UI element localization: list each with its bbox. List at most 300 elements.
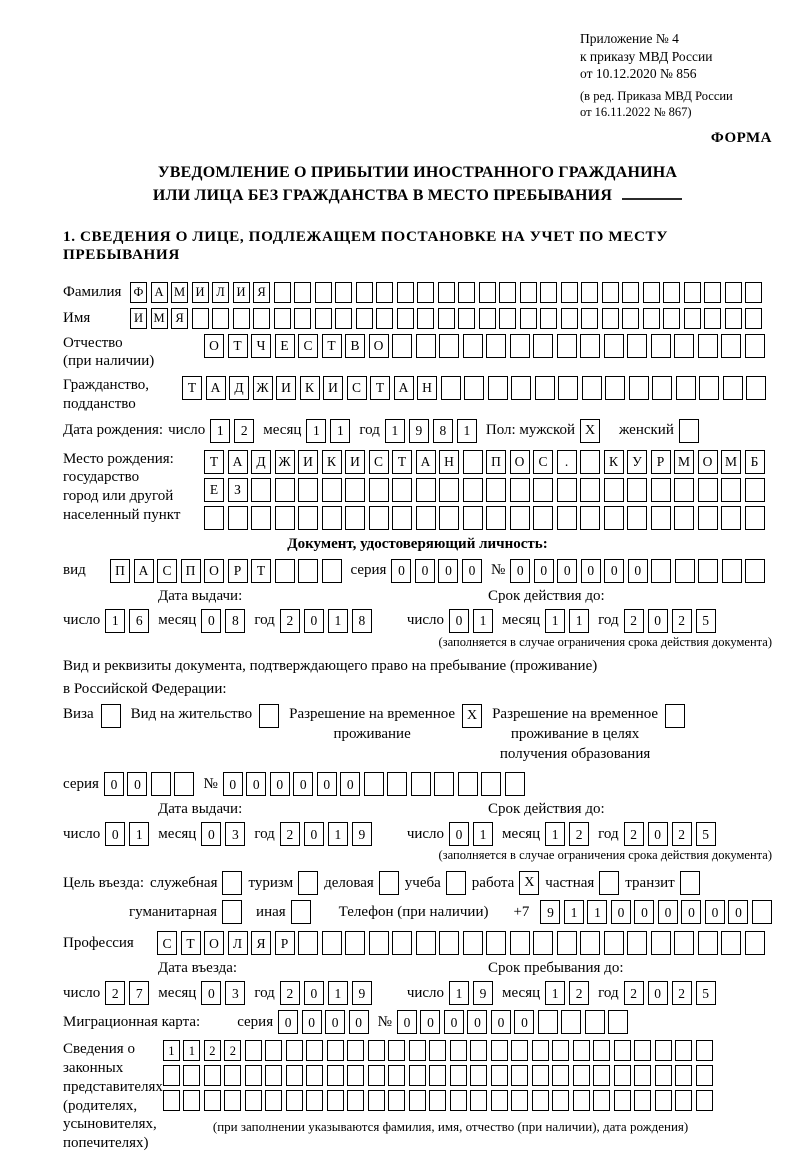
char-cell[interactable] [721,334,741,358]
char-cell[interactable]: И [345,450,365,474]
char-cell[interactable]: 0 [420,1010,440,1034]
char-cell[interactable]: А [151,282,168,303]
char-cell[interactable]: Е [275,334,295,358]
char-cell[interactable] [622,282,639,303]
char-cell[interactable]: 9 [473,981,493,1005]
char-cell[interactable]: 0 [304,822,324,846]
char-cell[interactable]: 0 [278,1010,298,1034]
checkbox-cell[interactable] [599,871,619,895]
char-cell[interactable] [327,1090,344,1111]
char-cell[interactable]: Ф [130,282,147,303]
char-cell[interactable] [604,931,624,955]
char-cell[interactable] [580,931,600,955]
char-cell[interactable] [511,1090,528,1111]
char-cell[interactable]: 0 [514,1010,534,1034]
char-cell[interactable] [486,478,506,502]
char-cell[interactable] [369,478,389,502]
char-cell[interactable] [699,376,719,400]
char-cell[interactable] [439,334,459,358]
char-cell[interactable] [397,308,414,329]
char-cell[interactable]: 0 [444,1010,464,1034]
char-cell[interactable]: М [674,450,694,474]
char-cell[interactable]: 0 [534,559,554,583]
char-cell[interactable] [265,1040,282,1061]
char-cell[interactable] [634,1040,651,1061]
char-cell[interactable]: 2 [105,981,125,1005]
char-cell[interactable] [204,1090,221,1111]
char-cell[interactable] [745,478,765,502]
char-cell[interactable] [409,1090,426,1111]
char-cell[interactable] [698,931,718,955]
char-cell[interactable] [364,772,384,796]
char-cell[interactable] [306,1040,323,1061]
char-cell[interactable] [655,1065,672,1086]
char-cell[interactable] [674,931,694,955]
purpose-tourism-checkbox[interactable] [298,871,318,895]
char-cell[interactable]: С [533,450,553,474]
checkbox-cell[interactable]: X [462,704,482,728]
char-cell[interactable]: 9 [409,419,429,443]
char-cell[interactable]: К [300,376,320,400]
char-cell[interactable] [535,376,555,400]
char-cell[interactable]: 1 [105,609,125,633]
char-cell[interactable] [463,450,483,474]
char-cell[interactable] [652,376,672,400]
char-cell[interactable]: 9 [352,822,372,846]
char-cell[interactable] [392,506,412,530]
visa-checkbox[interactable] [101,704,121,728]
char-cell[interactable] [347,1065,364,1086]
purpose-business-checkbox[interactable] [379,871,399,895]
char-cell[interactable]: 0 [223,772,243,796]
char-cell[interactable]: 0 [449,609,469,633]
sex-female-checkbox[interactable] [679,419,699,443]
char-cell[interactable]: 1 [457,419,477,443]
char-cell[interactable]: 0 [628,559,648,583]
char-cell[interactable]: 0 [581,559,601,583]
char-cell[interactable]: 1 [569,609,589,633]
char-cell[interactable]: 1 [328,609,348,633]
char-cell[interactable]: С [369,450,389,474]
char-cell[interactable]: 0 [658,900,678,924]
char-cell[interactable] [388,1090,405,1111]
char-cell[interactable]: 5 [696,822,716,846]
char-cell[interactable]: С [298,334,318,358]
char-cell[interactable] [561,308,578,329]
char-cell[interactable] [540,282,557,303]
char-cell[interactable] [696,1040,713,1061]
char-cell[interactable] [369,931,389,955]
char-cell[interactable] [561,282,578,303]
char-cell[interactable] [655,1090,672,1111]
char-cell[interactable]: 5 [696,609,716,633]
char-cell[interactable]: 0 [201,609,221,633]
char-cell[interactable] [663,282,680,303]
char-cell[interactable] [627,931,647,955]
char-cell[interactable] [192,308,209,329]
char-cell[interactable] [486,506,506,530]
char-cell[interactable]: Д [251,450,271,474]
char-cell[interactable]: К [604,450,624,474]
char-cell[interactable] [387,772,407,796]
char-cell[interactable]: К [322,450,342,474]
char-cell[interactable] [540,308,557,329]
char-cell[interactable] [510,334,530,358]
char-cell[interactable]: 2 [624,609,644,633]
char-cell[interactable] [580,506,600,530]
char-cell[interactable] [265,1090,282,1111]
char-cell[interactable]: Т [392,450,412,474]
char-cell[interactable] [532,1090,549,1111]
char-cell[interactable] [643,282,660,303]
char-cell[interactable] [745,282,762,303]
char-cell[interactable] [335,282,352,303]
char-cell[interactable] [322,559,342,583]
purpose-humanitarian-checkbox[interactable] [222,900,242,924]
char-cell[interactable] [643,308,660,329]
char-cell[interactable] [725,282,742,303]
char-cell[interactable]: 2 [204,1040,221,1061]
char-cell[interactable]: 0 [462,559,482,583]
char-cell[interactable]: 0 [728,900,748,924]
char-cell[interactable]: 0 [105,822,125,846]
char-cell[interactable] [557,506,577,530]
char-cell[interactable] [533,506,553,530]
char-cell[interactable] [605,376,625,400]
char-cell[interactable]: 8 [352,609,372,633]
char-cell[interactable] [655,1040,672,1061]
char-cell[interactable] [602,282,619,303]
char-cell[interactable] [675,559,695,583]
checkbox-cell[interactable] [379,871,399,895]
char-cell[interactable]: И [233,282,250,303]
char-cell[interactable] [593,1090,610,1111]
purpose-other-checkbox[interactable] [291,900,311,924]
checkbox-cell[interactable] [101,704,121,728]
char-cell[interactable]: В [345,334,365,358]
char-cell[interactable] [204,506,224,530]
char-cell[interactable] [538,1010,558,1034]
char-cell[interactable] [163,1065,180,1086]
char-cell[interactable] [265,1065,282,1086]
char-cell[interactable]: 0 [293,772,313,796]
char-cell[interactable]: А [394,376,414,400]
char-cell[interactable]: 0 [304,981,324,1005]
char-cell[interactable]: И [323,376,343,400]
char-cell[interactable] [573,1040,590,1061]
char-cell[interactable] [298,478,318,502]
char-cell[interactable] [286,1065,303,1086]
char-cell[interactable] [511,376,531,400]
char-cell[interactable] [429,1065,446,1086]
char-cell[interactable] [561,1010,581,1034]
char-cell[interactable] [434,772,454,796]
char-cell[interactable] [356,282,373,303]
char-cell[interactable] [463,334,483,358]
char-cell[interactable] [245,1065,262,1086]
char-cell[interactable]: С [347,376,367,400]
char-cell[interactable]: 0 [127,772,147,796]
char-cell[interactable]: 1 [385,419,405,443]
char-cell[interactable] [511,1040,528,1061]
char-cell[interactable]: 1 [306,419,326,443]
char-cell[interactable] [696,1090,713,1111]
char-cell[interactable] [417,282,434,303]
char-cell[interactable] [745,931,765,955]
char-cell[interactable]: 3 [225,822,245,846]
char-cell[interactable] [274,308,291,329]
char-cell[interactable] [441,376,461,400]
char-cell[interactable] [463,931,483,955]
char-cell[interactable] [557,478,577,502]
char-cell[interactable]: 8 [433,419,453,443]
char-cell[interactable] [409,1065,426,1086]
char-cell[interactable]: О [204,931,224,955]
char-cell[interactable]: А [134,559,154,583]
char-cell[interactable] [438,282,455,303]
char-cell[interactable] [392,478,412,502]
residence-permit-checkbox[interactable] [259,704,279,728]
char-cell[interactable] [183,1090,200,1111]
char-cell[interactable]: 0 [705,900,725,924]
char-cell[interactable] [439,478,459,502]
char-cell[interactable]: Т [228,334,248,358]
char-cell[interactable]: 2 [624,981,644,1005]
char-cell[interactable] [627,334,647,358]
sex-male-checkbox[interactable] [580,419,600,443]
char-cell[interactable]: Л [212,282,229,303]
char-cell[interactable] [552,1065,569,1086]
char-cell[interactable] [439,931,459,955]
char-cell[interactable] [298,506,318,530]
char-cell[interactable] [704,308,721,329]
char-cell[interactable]: 2 [280,609,300,633]
char-cell[interactable]: 1 [473,822,493,846]
char-cell[interactable]: 1 [545,609,565,633]
char-cell[interactable] [463,478,483,502]
char-cell[interactable] [557,334,577,358]
char-cell[interactable] [345,478,365,502]
char-cell[interactable]: О [369,334,389,358]
char-cell[interactable] [557,931,577,955]
checkbox-cell[interactable] [222,871,242,895]
char-cell[interactable] [464,376,484,400]
char-cell[interactable]: 1 [587,900,607,924]
char-cell[interactable] [491,1040,508,1061]
char-cell[interactable]: Т [322,334,342,358]
char-cell[interactable] [463,506,483,530]
char-cell[interactable] [696,1065,713,1086]
char-cell[interactable]: Р [651,450,671,474]
char-cell[interactable]: Я [251,931,271,955]
char-cell[interactable]: Т [204,450,224,474]
purpose-transit-checkbox[interactable] [680,871,700,895]
char-cell[interactable] [580,450,600,474]
char-cell[interactable]: Ж [253,376,273,400]
char-cell[interactable] [458,282,475,303]
char-cell[interactable] [721,931,741,955]
char-cell[interactable] [593,1040,610,1061]
char-cell[interactable]: 2 [672,981,692,1005]
char-cell[interactable]: 0 [397,1010,417,1034]
char-cell[interactable] [722,559,742,583]
char-cell[interactable] [752,900,772,924]
char-cell[interactable] [356,308,373,329]
char-cell[interactable] [429,1090,446,1111]
char-cell[interactable] [251,478,271,502]
char-cell[interactable] [604,506,624,530]
char-cell[interactable]: 0 [604,559,624,583]
char-cell[interactable]: 0 [611,900,631,924]
char-cell[interactable] [499,308,516,329]
char-cell[interactable] [233,308,250,329]
char-cell[interactable] [725,308,742,329]
char-cell[interactable]: М [151,308,168,329]
char-cell[interactable] [298,559,318,583]
char-cell[interactable] [470,1040,487,1061]
char-cell[interactable]: А [206,376,226,400]
char-cell[interactable]: Ж [275,450,295,474]
char-cell[interactable]: 0 [415,559,435,583]
char-cell[interactable] [675,1040,692,1061]
char-cell[interactable] [491,1090,508,1111]
char-cell[interactable] [651,559,671,583]
char-cell[interactable] [698,478,718,502]
char-cell[interactable] [204,1065,221,1086]
char-cell[interactable] [416,478,436,502]
char-cell[interactable] [674,334,694,358]
char-cell[interactable]: 0 [340,772,360,796]
char-cell[interactable] [510,931,530,955]
char-cell[interactable]: 0 [634,900,654,924]
char-cell[interactable]: 0 [648,822,668,846]
char-cell[interactable] [634,1090,651,1111]
char-cell[interactable] [684,282,701,303]
char-cell[interactable]: 0 [648,981,668,1005]
char-cell[interactable]: О [204,334,224,358]
char-cell[interactable] [245,1090,262,1111]
char-cell[interactable] [505,772,525,796]
char-cell[interactable]: 7 [129,981,149,1005]
char-cell[interactable]: М [721,450,741,474]
char-cell[interactable] [629,376,649,400]
char-cell[interactable]: 1 [545,981,565,1005]
char-cell[interactable] [698,506,718,530]
char-cell[interactable]: . [557,450,577,474]
char-cell[interactable] [552,1040,569,1061]
char-cell[interactable] [663,308,680,329]
char-cell[interactable]: П [181,559,201,583]
char-cell[interactable] [294,308,311,329]
char-cell[interactable]: 2 [672,822,692,846]
char-cell[interactable] [614,1065,631,1086]
char-cell[interactable] [723,376,743,400]
char-cell[interactable] [627,506,647,530]
char-cell[interactable] [479,282,496,303]
char-cell[interactable] [511,1065,528,1086]
char-cell[interactable] [573,1090,590,1111]
char-cell[interactable] [746,376,766,400]
char-cell[interactable] [675,1090,692,1111]
char-cell[interactable] [174,772,194,796]
char-cell[interactable] [470,1090,487,1111]
char-cell[interactable]: 2 [224,1040,241,1061]
char-cell[interactable] [183,1065,200,1086]
char-cell[interactable]: Л [228,931,248,955]
char-cell[interactable]: И [298,450,318,474]
char-cell[interactable] [163,1090,180,1111]
char-cell[interactable]: С [157,931,177,955]
char-cell[interactable]: 5 [696,981,716,1005]
char-cell[interactable]: О [698,450,718,474]
char-cell[interactable] [368,1065,385,1086]
char-cell[interactable] [532,1040,549,1061]
char-cell[interactable] [604,334,624,358]
char-cell[interactable]: Т [181,931,201,955]
char-cell[interactable]: 2 [624,822,644,846]
purpose-private-checkbox[interactable] [599,871,619,895]
char-cell[interactable] [486,334,506,358]
char-cell[interactable] [306,1090,323,1111]
char-cell[interactable]: 1 [328,822,348,846]
char-cell[interactable] [327,1065,344,1086]
char-cell[interactable] [622,308,639,329]
char-cell[interactable]: 0 [246,772,266,796]
char-cell[interactable] [438,308,455,329]
char-cell[interactable] [533,931,553,955]
char-cell[interactable]: 1 [328,981,348,1005]
char-cell[interactable]: О [510,450,530,474]
char-cell[interactable] [552,1090,569,1111]
char-cell[interactable] [450,1065,467,1086]
char-cell[interactable]: 1 [473,609,493,633]
char-cell[interactable] [488,376,508,400]
char-cell[interactable] [416,506,436,530]
char-cell[interactable] [698,334,718,358]
char-cell[interactable] [745,334,765,358]
checkbox-cell[interactable] [665,704,685,728]
char-cell[interactable]: 0 [201,822,221,846]
char-cell[interactable] [721,506,741,530]
char-cell[interactable] [275,478,295,502]
char-cell[interactable] [347,1090,364,1111]
char-cell[interactable] [627,478,647,502]
char-cell[interactable] [224,1065,241,1086]
char-cell[interactable]: 0 [302,1010,322,1034]
char-cell[interactable]: Е [204,478,224,502]
char-cell[interactable] [298,931,318,955]
char-cell[interactable]: П [486,450,506,474]
char-cell[interactable]: 0 [557,559,577,583]
char-cell[interactable] [745,559,765,583]
char-cell[interactable] [585,1010,605,1034]
edu-residence-checkbox[interactable] [665,704,685,728]
char-cell[interactable] [409,1040,426,1061]
char-cell[interactable] [581,308,598,329]
char-cell[interactable]: 1 [545,822,565,846]
char-cell[interactable]: Т [182,376,202,400]
char-cell[interactable] [212,308,229,329]
char-cell[interactable] [614,1040,631,1061]
checkbox-cell[interactable] [298,871,318,895]
char-cell[interactable] [651,478,671,502]
char-cell[interactable] [335,308,352,329]
char-cell[interactable] [532,1065,549,1086]
char-cell[interactable] [651,931,671,955]
checkbox-cell[interactable]: X [519,871,539,895]
char-cell[interactable] [411,772,431,796]
char-cell[interactable]: И [130,308,147,329]
